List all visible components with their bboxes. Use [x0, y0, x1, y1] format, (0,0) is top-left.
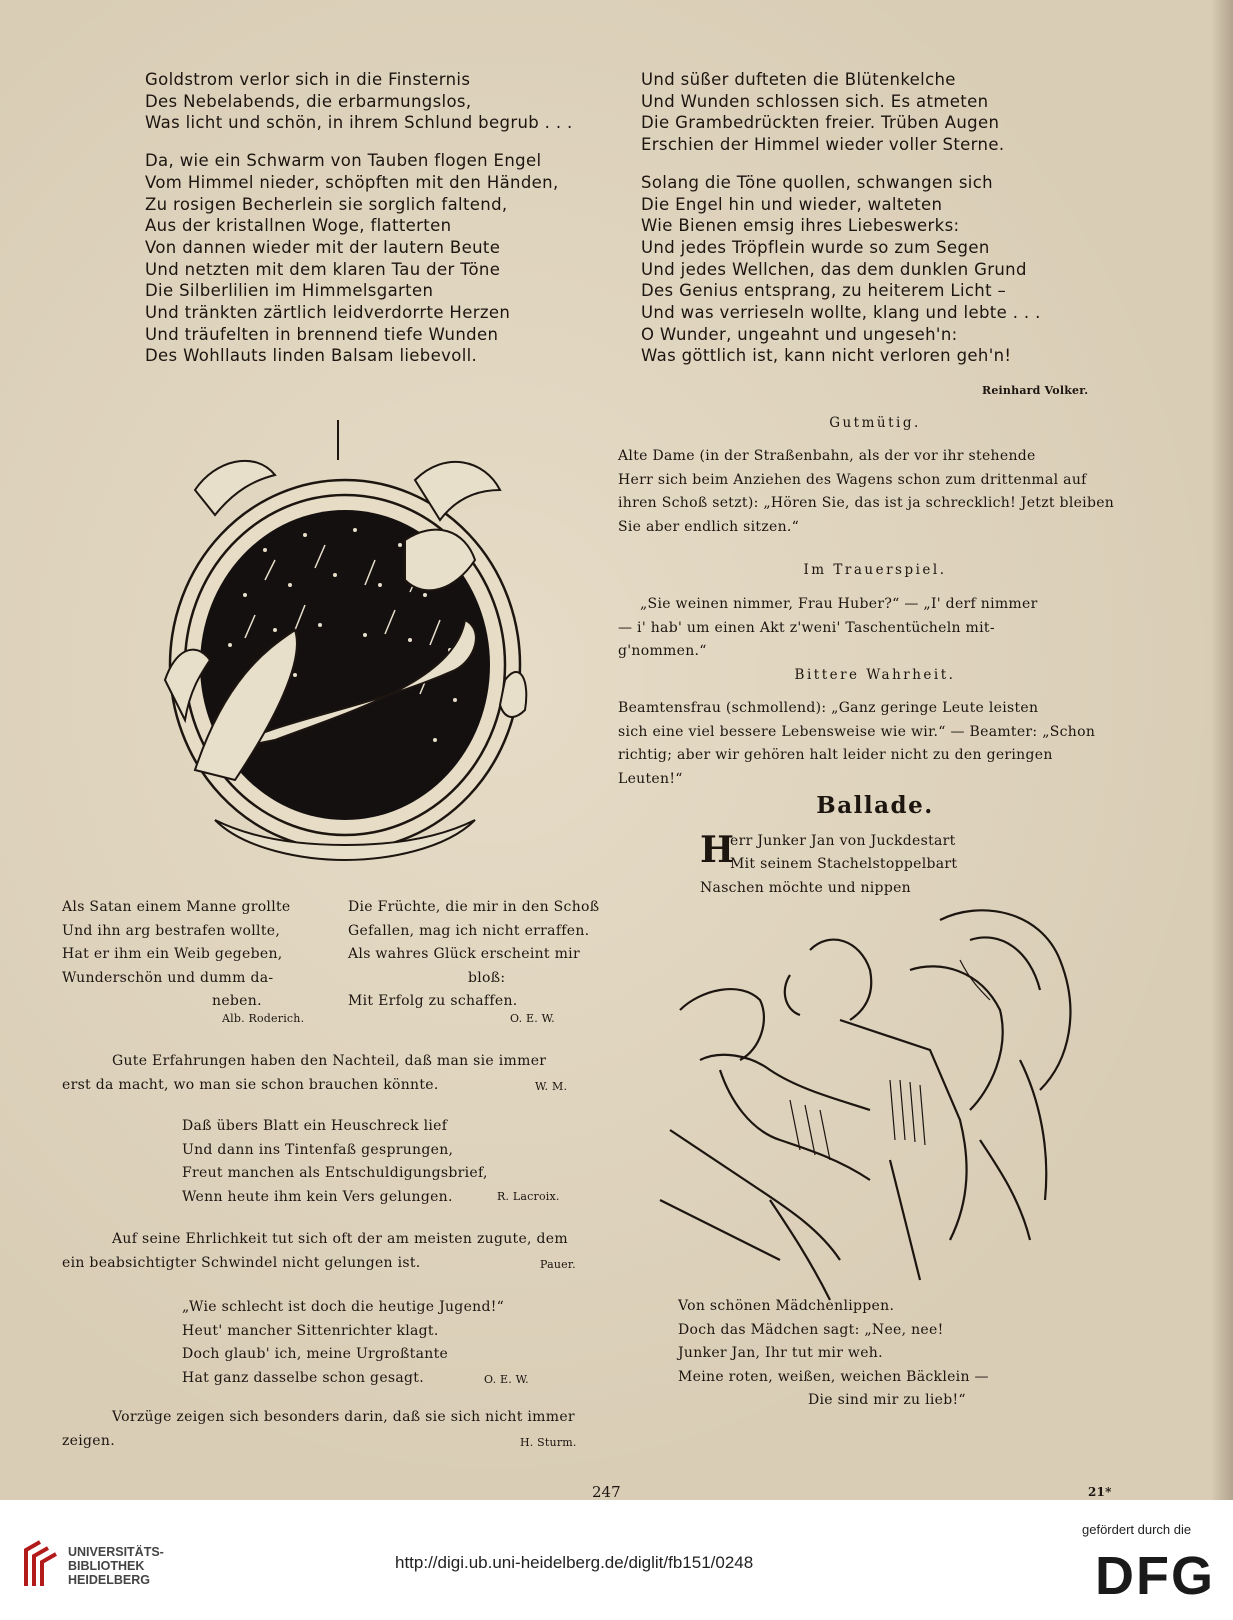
- poem-line: Und Wunden schlossen sich. Es atmeten: [641, 91, 989, 111]
- poem-line: Und süßer dufteten die Blütenkelche: [641, 70, 956, 89]
- text-line: Meine roten, weißen, weichen Bäcklein —: [678, 1368, 989, 1385]
- text-line: Mit Erfolg zu schaffen.: [348, 993, 518, 1009]
- poem-line: Des Nebelabends, die erbarmungslos,: [145, 91, 472, 111]
- text-line: Doch das Mädchen sagt: „Nee, nee!: [678, 1321, 944, 1338]
- text-line: Junker Jan, Ihr tut mir weh.: [678, 1345, 883, 1361]
- text-line: Die Früchte, die mir in den Schoß: [348, 899, 600, 915]
- vorzuege-aphorism: [62, 1406, 575, 1453]
- satan-epigram: [62, 896, 291, 1014]
- text-line: „Wie schlecht ist doch die heutige Jugend!“: [182, 1299, 505, 1315]
- signature-mark: 21*: [1088, 1485, 1112, 1499]
- viewer-footer: [0, 1500, 1233, 1620]
- jugend-poem: [182, 1296, 504, 1390]
- text-line: Alte Dame (in der Straßenbahn, als der vor ihr stehende: [618, 448, 1036, 464]
- poem-line: Die Silberlilien im Himmelsgarten: [145, 281, 434, 301]
- text-line: g'nommen.“: [618, 643, 707, 659]
- signature: Pauer.: [540, 1258, 576, 1271]
- fruechte-epigram: [348, 896, 599, 1014]
- text-line: Hat ganz dasselbe schon gesagt.: [182, 1369, 424, 1386]
- poem-line: Zu rosigen Becherlein sie sorglich faltend,: [145, 194, 508, 214]
- text-line: bloß:: [468, 969, 506, 986]
- page-edge-shadow: [1211, 0, 1233, 1500]
- poem-line: Aus der kristallnen Woge, flatterten: [145, 216, 452, 236]
- text-line: Und ihn arg bestrafen wollte,: [62, 922, 281, 939]
- text-line: Als wahres Glück erscheint mir: [348, 946, 580, 962]
- poem-line: Und träufelten in brennend tiefe Wunden: [145, 324, 499, 344]
- text-line: „Sie weinen nimmer, Frau Huber?“ — „I' derf nimmer: [640, 596, 1038, 612]
- text-line: Gefallen, mag ich nicht erraffen.: [348, 922, 590, 939]
- gutmuetig-text: [618, 445, 1114, 539]
- text-line: Auf seine Ehrlichkeit tut sich oft der am meisten zugute, dem: [112, 1231, 568, 1247]
- library-logo-icon: [18, 1540, 63, 1590]
- text-line: zeigen.: [62, 1432, 115, 1449]
- text-line: Doch glaub' ich, meine Urgroßtante: [182, 1346, 449, 1362]
- trauerspiel-text: [618, 593, 1038, 664]
- text-line: Naschen möchte und nippen: [700, 879, 911, 896]
- dfg-logo: DFG: [1095, 1546, 1215, 1606]
- text-line: richtig; aber wir gehören halt leider nicht zu den geringen: [618, 747, 1053, 763]
- heuschreck-poem: [182, 1115, 488, 1209]
- text-line: Wenn heute ihm kein Vers gelungen.: [182, 1188, 453, 1205]
- text-line: Wunderschön und dumm da-: [62, 969, 274, 986]
- poem-line: Die Grambedrückten freier. Trüben Augen: [641, 113, 1000, 133]
- signature: R. Lacroix.: [497, 1190, 560, 1203]
- library-name-line: HEIDELBERG: [68, 1573, 150, 1587]
- text-line: Von schönen Mädchenlippen.: [678, 1298, 895, 1314]
- text-line: Vorzüge zeigen sich besonders darin, daß sie sich nicht immer: [112, 1409, 575, 1425]
- poem-line: Solang die Töne quollen, schwangen sich: [641, 172, 993, 192]
- text-line: Beamtensfrau (schmollend): „Ganz geringe Leute leisten: [618, 700, 1039, 716]
- text-line: sich eine viel bessere Lebensweise wie wir.“ — Beamter: „Schon: [618, 723, 1096, 740]
- library-name: [68, 1545, 164, 1587]
- poem-line: Die Engel hin und wieder, walteten: [641, 194, 943, 214]
- erfahrungen-aphorism: [62, 1050, 546, 1097]
- ballade-title: Ballade.: [816, 792, 934, 819]
- signature: Alb. Roderich.: [222, 1012, 305, 1025]
- text-line: erst da macht, wo man sie schon brauchen könnte.: [62, 1076, 439, 1093]
- poem-line: Von dannen wieder mit der lautern Beute: [145, 237, 501, 257]
- text-line: Heut' mancher Sittenrichter klagt.: [182, 1322, 439, 1339]
- poem-line: Des Genius entsprang, zu heiterem Licht –: [641, 281, 1007, 301]
- right-poem: [641, 69, 1041, 367]
- section-title-trauerspiel: Im Trauerspiel.: [803, 562, 947, 578]
- poem-line: Und was verrieseln wollte, klang und lebte . . .: [641, 303, 1041, 323]
- permalink-url[interactable]: http://digi.ub.uni-heidelberg.de/diglit/fb151/0248: [395, 1553, 754, 1572]
- text-line: Und dann ins Tintenfaß gesprungen,: [182, 1141, 454, 1158]
- text-line: Mit seinem Stachelstoppelbart: [730, 856, 958, 872]
- poem-line: Erschien der Himmel wieder voller Sterne.: [641, 135, 1005, 155]
- text-line: Leuten!“: [618, 770, 683, 787]
- wahrheit-text: [618, 697, 1095, 791]
- drop-cap: H: [700, 829, 735, 871]
- section-title-wahrheit: Bittere Wahrheit.: [794, 667, 956, 683]
- library-name-line: UNIVERSITÄTS-: [68, 1545, 164, 1559]
- ehrlichkeit-aphorism: [62, 1228, 568, 1275]
- signature: O. E. W.: [510, 1012, 555, 1025]
- text-line: Gute Erfahrungen haben den Nachteil, daß man sie immer: [112, 1053, 547, 1069]
- signature: W. M.: [535, 1080, 568, 1093]
- junker-jan-illustration: [640, 900, 1120, 1330]
- signature: H. Sturm.: [520, 1436, 577, 1449]
- text-line: Als Satan einem Manne grollte: [62, 899, 291, 915]
- text-line: Die sind mir zu lieb!“: [808, 1392, 966, 1408]
- ballade-outro: [678, 1295, 989, 1413]
- poem-line: Was göttlich ist, kann nicht verloren geh'n!: [641, 346, 1012, 366]
- poem-line: Des Wohllauts linden Balsam liebevoll.: [145, 346, 478, 366]
- poem-line: O Wunder, ungeahnt und ungeseh'n:: [641, 324, 958, 344]
- poem-line: Was licht und schön, in ihrem Schlund begrub . . .: [145, 113, 573, 133]
- poem-line: Und netzten mit dem klaren Tau der Töne: [145, 259, 501, 279]
- text-line: err Junker Jan von Juckdestart: [730, 833, 956, 849]
- text-line: Herr sich beim Anziehen des Wagens schon zum drittenmal auf: [618, 471, 1087, 488]
- poem-line: Vom Himmel nieder, schöpften mit den Händen,: [145, 172, 559, 192]
- ballade-intro: [700, 830, 957, 900]
- left-poem: [145, 69, 573, 367]
- poem-line: Und jedes Tröpflein wurde so zum Segen: [641, 237, 990, 257]
- poem-author: Reinhard Volker.: [982, 384, 1089, 397]
- text-line: Freut manchen als Entschuldigungsbrief,: [182, 1165, 488, 1181]
- text-line: ihren Schoß setzt): „Hören Sie, das ist ja schrecklich! Jetzt bleiben: [618, 495, 1115, 511]
- poem-line: Wie Bienen emsig ihres Liebeswerks:: [641, 216, 960, 236]
- text-line: neben.: [212, 993, 262, 1009]
- text-line: Sie aber endlich sitzen.“: [618, 518, 800, 535]
- poem-line: Goldstrom verlor sich in die Finsternis: [145, 70, 471, 89]
- funding-note: gefördert durch die: [1082, 1522, 1192, 1537]
- text-line: — i' hab' um einen Akt z'weni' Taschentücheln mit-: [618, 619, 995, 636]
- poem-line: Und tränkten zärtlich leidverdorrte Herzen: [145, 303, 511, 323]
- signature: O. E. W.: [484, 1373, 529, 1386]
- poem-line: Und jedes Wellchen, das dem dunklen Grund: [641, 259, 1027, 279]
- text-line: Hat er ihm ein Weib gegeben,: [62, 946, 283, 962]
- section-title-gutmuetig: Gutmütig.: [829, 415, 921, 431]
- poem-line: Da, wie ein Schwarm von Tauben flogen Engel: [145, 151, 542, 171]
- library-name-line: BIBLIOTHEK: [68, 1559, 145, 1573]
- angel-night-illustration: [155, 420, 535, 865]
- text-line: Daß übers Blatt ein Heuschreck lief: [182, 1118, 448, 1134]
- page-number: 247: [592, 1483, 621, 1500]
- text-line: ein beabsichtigter Schwindel nicht gelungen ist.: [62, 1254, 421, 1271]
